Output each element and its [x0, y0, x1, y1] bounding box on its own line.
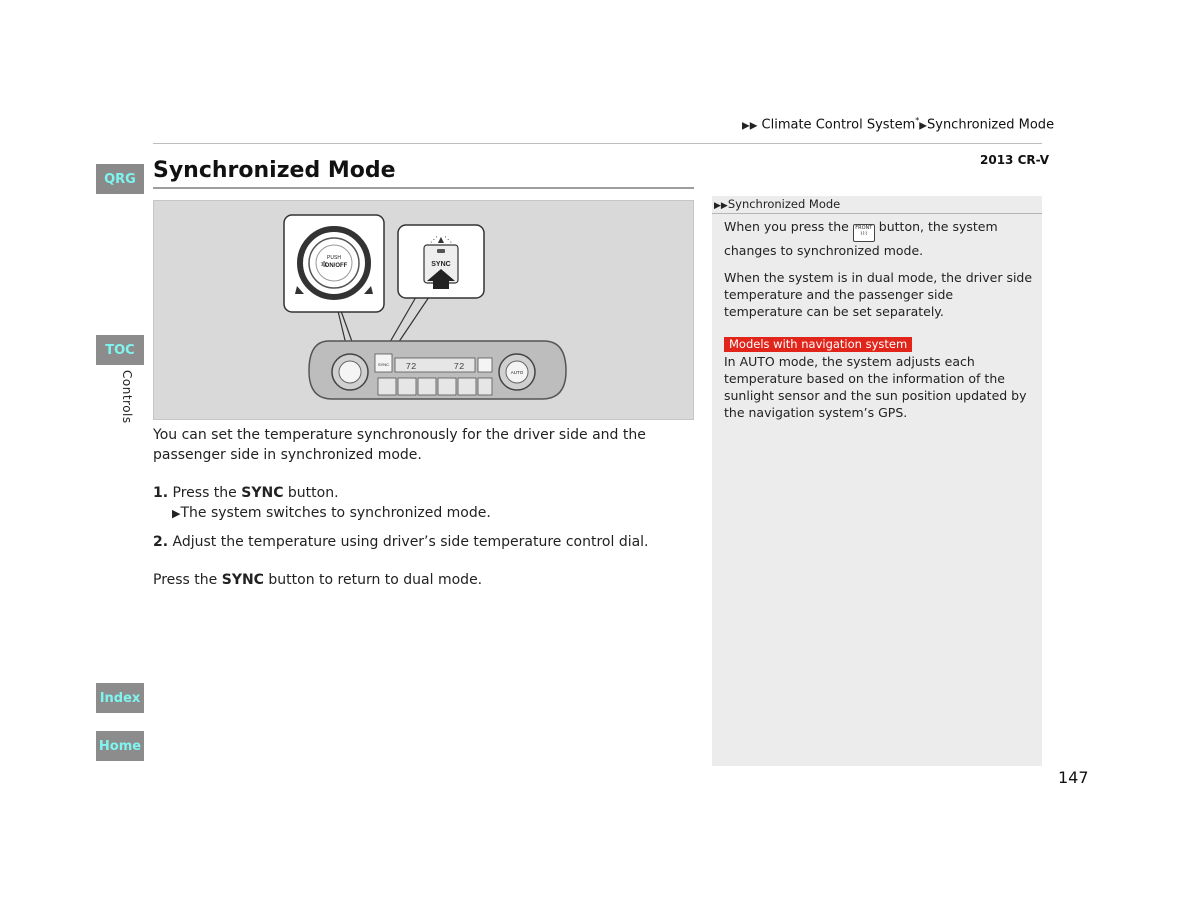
breadcrumb-asterisk: *: [915, 116, 920, 125]
notes-heading-text: Synchronized Mode: [727, 197, 841, 211]
section-label: Controls: [120, 370, 134, 424]
navigation-models-badge: Models with navigation system: [724, 337, 912, 352]
closing-pre: Press the: [153, 572, 218, 588]
temp-right-display: 72: [453, 362, 465, 372]
toc-tab[interactable]: TOC: [96, 335, 144, 365]
climate-panel-svg: [154, 201, 693, 419]
header-divider: [153, 143, 1042, 144]
page-title: Synchronized Mode: [153, 158, 396, 183]
closing-bold: SYNC: [221, 572, 264, 588]
qrg-tab[interactable]: QRG: [96, 164, 144, 194]
svg-text:⋰▲⋱: ⋰▲⋱: [429, 235, 453, 244]
step-1-bold: SYNC: [241, 485, 284, 501]
title-divider: [153, 187, 694, 189]
note-arrow-icon: ▶▶: [714, 201, 728, 211]
breadcrumb-arrow-icon: ▶▶: [742, 120, 758, 132]
note-auto-mode: In AUTO mode, the system adjusts each temperature based on the information of the sunlight sensor and the sun position updated by the navigation system’s GPS.: [724, 354, 1027, 420]
index-tab[interactable]: Index: [96, 683, 144, 713]
svg-text:PUSH: PUSH: [327, 255, 341, 261]
front-icon-label: FRONT: [855, 225, 873, 231]
breadcrumb: [742, 116, 1054, 132]
step-1: [153, 483, 339, 503]
breadcrumb-current: Synchronized Mode: [927, 117, 1055, 133]
sync-label: SYNC: [431, 261, 451, 268]
dial-callout: [284, 215, 384, 312]
note-1-pre: When you press the: [724, 219, 849, 234]
step-1-number: 1.: [153, 485, 169, 501]
sync-callout: [398, 225, 484, 298]
home-tab[interactable]: Home: [96, 731, 144, 761]
temp-left-display: 72: [405, 362, 417, 372]
note-sync-press: [724, 218, 1034, 259]
closing-post: button to return to dual mode.: [268, 572, 483, 588]
step-2-text: Adjust the temperature using driver’s side temperature control dial.: [172, 534, 649, 550]
page-number: 147: [1058, 768, 1089, 787]
step-1-result-text: The system switches to synchronized mode.: [180, 505, 491, 521]
on-off-text: ON/OFF: [324, 263, 348, 269]
step-2: [153, 532, 649, 552]
note-1-post: button, the system changes to synchronized mode.: [724, 219, 998, 258]
breadcrumb-arrow-icon: ▶: [919, 120, 927, 132]
result-arrow-icon: ▶: [172, 507, 181, 520]
closing-paragraph: [153, 570, 482, 590]
climate-panel-illustration: [153, 200, 694, 420]
step-1-text-post: button.: [287, 485, 339, 501]
note-dual-mode: When the system is in dual mode, the driver side temperature and the passenger side temperature can be set separately.: [724, 270, 1033, 319]
auto-label: AUTO: [510, 370, 524, 375]
breadcrumb-link-climate[interactable]: Climate Control System: [761, 117, 916, 133]
step-1-text-pre: Press the: [172, 485, 237, 501]
front-defrost-icon: FRONT ⌇⌇⌇: [853, 224, 875, 242]
fan-icon: ✲: [320, 260, 328, 269]
climate-console: [309, 341, 566, 399]
svg-text:SYNC: SYNC: [377, 362, 390, 367]
intro-paragraph: You can set the temperature synchronously for the driver side and the passenger side in synchronized mode.: [153, 427, 646, 463]
step-1-result: [172, 503, 491, 524]
step-2-number: 2.: [153, 534, 169, 550]
notes-heading: [712, 196, 1042, 214]
model-label: 2013 CR-V: [980, 153, 1050, 167]
